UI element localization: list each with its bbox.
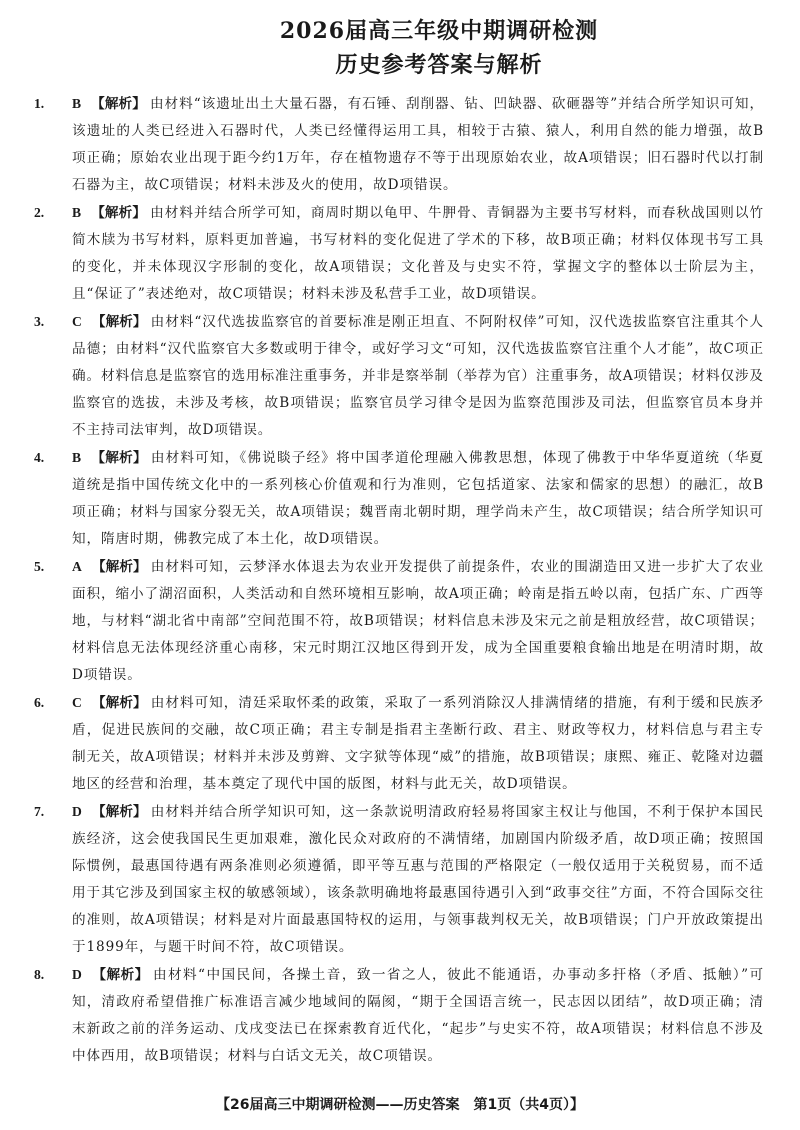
question-number: 2. [34,205,45,220]
analysis-tag: 【解析】 [91,96,146,112]
correct-answer: D [72,967,82,982]
analysis-tag: 【解析】 [91,450,147,466]
analysis-tag: 【解析】 [91,695,147,711]
answer-item-5 [34,553,764,689]
answer-list [34,90,764,1070]
analysis-text: 由材料可知，《佛说睒子经》将中国孝道伦理融入佛教思想，体现了佛教于中华华夏道统（华夏道统是指中国传统文化中的一系列核心价值观和行为准则，它包括道家、法家和儒家的思想）的融汇，故B项正确；材料与国家分裂无关，故A项错误；魏晋南北朝时期，理学尚未产生，故C项错误；结合所学知识可知，隋唐时期，佛教完成了本土化，故D项错误。 [72,450,765,547]
analysis-text: 由材料“汉代选拔监察官的首要标准是刚正坦直、不阿附权倖”可知，汉代选拔监察官注重其个人品德；由材料“汉代监察官大多数或明于律令，或好学习文“可知，汉代选拔监察官注重个人才能”，故C项正确。材料信息是监察官的选用标准注重事务，并非是察举制（举荐为官）注重事务，故A项错误；材料仅涉及监察官的选拔，未涉及考核，故B项错误；监察官员学习律令是因为监察范围涉及司法，但监察官员本身并不主持司法审判，故D项错误。 [72,314,764,438]
correct-answer: A [72,559,82,574]
correct-answer: B [72,450,82,465]
analysis-tag: 【解析】 [91,967,149,983]
answer-item-6 [34,689,764,798]
question-number: 8. [34,967,45,982]
question-number: 7. [34,804,45,819]
page-title: 2026届高三年级中期调研检测 [279,18,599,44]
answer-item-1 [34,90,764,199]
answer-item-2 [34,199,764,308]
analysis-tag: 【解析】 [91,804,147,820]
analysis-text: 由材料并结合所学可知，商周时期以龟甲、牛胛骨、青铜器为主要书写材料，而春秋战国则以竹简木牍为书写材料，原料更加普遍，书写材料的变化促进了学术的下移，故B项正确；材料仅体现书写工具的变化，并未体现汉字形制的变化，故A项错误；文化普及与史实不符，掌握文字的整体以士阶层为主，且“保证了”表述绝对，故C项错误；材料未涉及私营手工业，故D项错误。 [72,205,765,302]
answer-item-4 [34,444,764,553]
page-footer: 【26届高三中期调研检测——历史答案 第1页（共4页）】 [216,1097,584,1113]
correct-answer: C [72,695,82,710]
page-subtitle: 历史参考答案与解析 [335,52,543,78]
answer-item-7 [34,798,764,961]
analysis-text: 由材料可知，清廷采取怀柔的政策，采取了一系列消除汉人排满情绪的措施，有利于缓和民族矛盾，促进民族间的交融，故C项正确；君主专制是指君主垄断行政、君主、财政等权力，材料信息与君主专制无关，故A项错误；材料并未涉及剪辫、文字狱等体现“威”的措施，故B项错误；康熙、雍正、乾隆对边疆地区的经营和治理，基本奠定了现代中国的版图，材料与此无关，故D项错误。 [72,695,765,792]
correct-answer: B [72,205,82,220]
analysis-tag: 【解析】 [91,314,147,330]
question-number: 3. [34,314,45,329]
answer-item-3 [34,308,764,444]
correct-answer: D [72,804,82,819]
question-number: 4. [34,450,45,465]
question-number: 1. [34,96,45,111]
analysis-tag: 【解析】 [91,559,147,575]
correct-answer: B [72,96,82,111]
correct-answer: C [72,314,82,329]
analysis-text: 由材料“该遗址出土大量石器，有石锤、刮削器、钻、凹缺器、砍砸器等”并结合所学知识可知，该遗址的人类已经进入石器时代，人类已经懂得运用工具，相较于古猿、猿人，利用自然的能力增强，故B项正确；原始农业出现于距今约1万年，存在植物遗存不等于出现原始农业，故A项错误；旧石器时代以打制石器为主，故C项错误；材料未涉及火的使用，故D项错误。 [72,96,764,193]
answer-item-8 [34,961,764,1070]
analysis-text: 由材料“中国民间，各操土音，致一省之人，彼此不能通语，办事动多扞格（矛盾、抵触）”可知，清政府希望借推广标准语言减少地域间的隔阂，“期于全国语言统一，民志因以团结”，故D项正确；清末新政之前的洋务运动、戊戌变法已在探索教育近代化，“起步”与史实不符，故A项错误；材料信息不涉及中体西用，故B项错误；材料与白话文无关，故C项错误。 [72,967,764,1064]
question-number: 5. [34,559,45,574]
question-number: 6. [34,695,45,710]
analysis-text: 由材料并结合所学知识可知，这一条款说明清政府轻易将国家主权让与他国，不利于保护本国民族经济，这会使我国民生更加艰难，激化民众对政府的不满情绪，加剧国内阶级矛盾，故D项正确；按照国际惯例，最惠国待遇有两条准则必须遵循，即平等互惠与范围的严格限定（一般仅适用于关税贸易，而不适用于其它涉及到国家主权的敏感领域），该条款明确地将最惠国待遇引入到“政事交往”方面，不符合国际交往的准则，故A项错误；材料是对片面最惠国特权的运用，与领事裁判权无关，故B项错误；门户开放政策提出于1899年，与题干时间不符，故C项错误。 [72,804,765,955]
analysis-tag: 【解析】 [91,205,147,221]
analysis-text: 由材料可知，云梦泽水体退去为农业开发提供了前提条件，农业的围湖造田又进一步扩大了农业面积，缩小了湖沼面积，人类活动和自然环境相互影响，故A项正确；岭南是指五岭以南，包括广东、广西等地，与材料“湖北省中南部”空间范围不符，故B项错误；材料信息未涉及宋元之前是粗放经营，故C项错误；材料信息无法体现经济重心南移，宋元时期江汉地区得到开发，成为全国重要粮食输出地是在明清时期，故D项错误。 [72,559,765,683]
